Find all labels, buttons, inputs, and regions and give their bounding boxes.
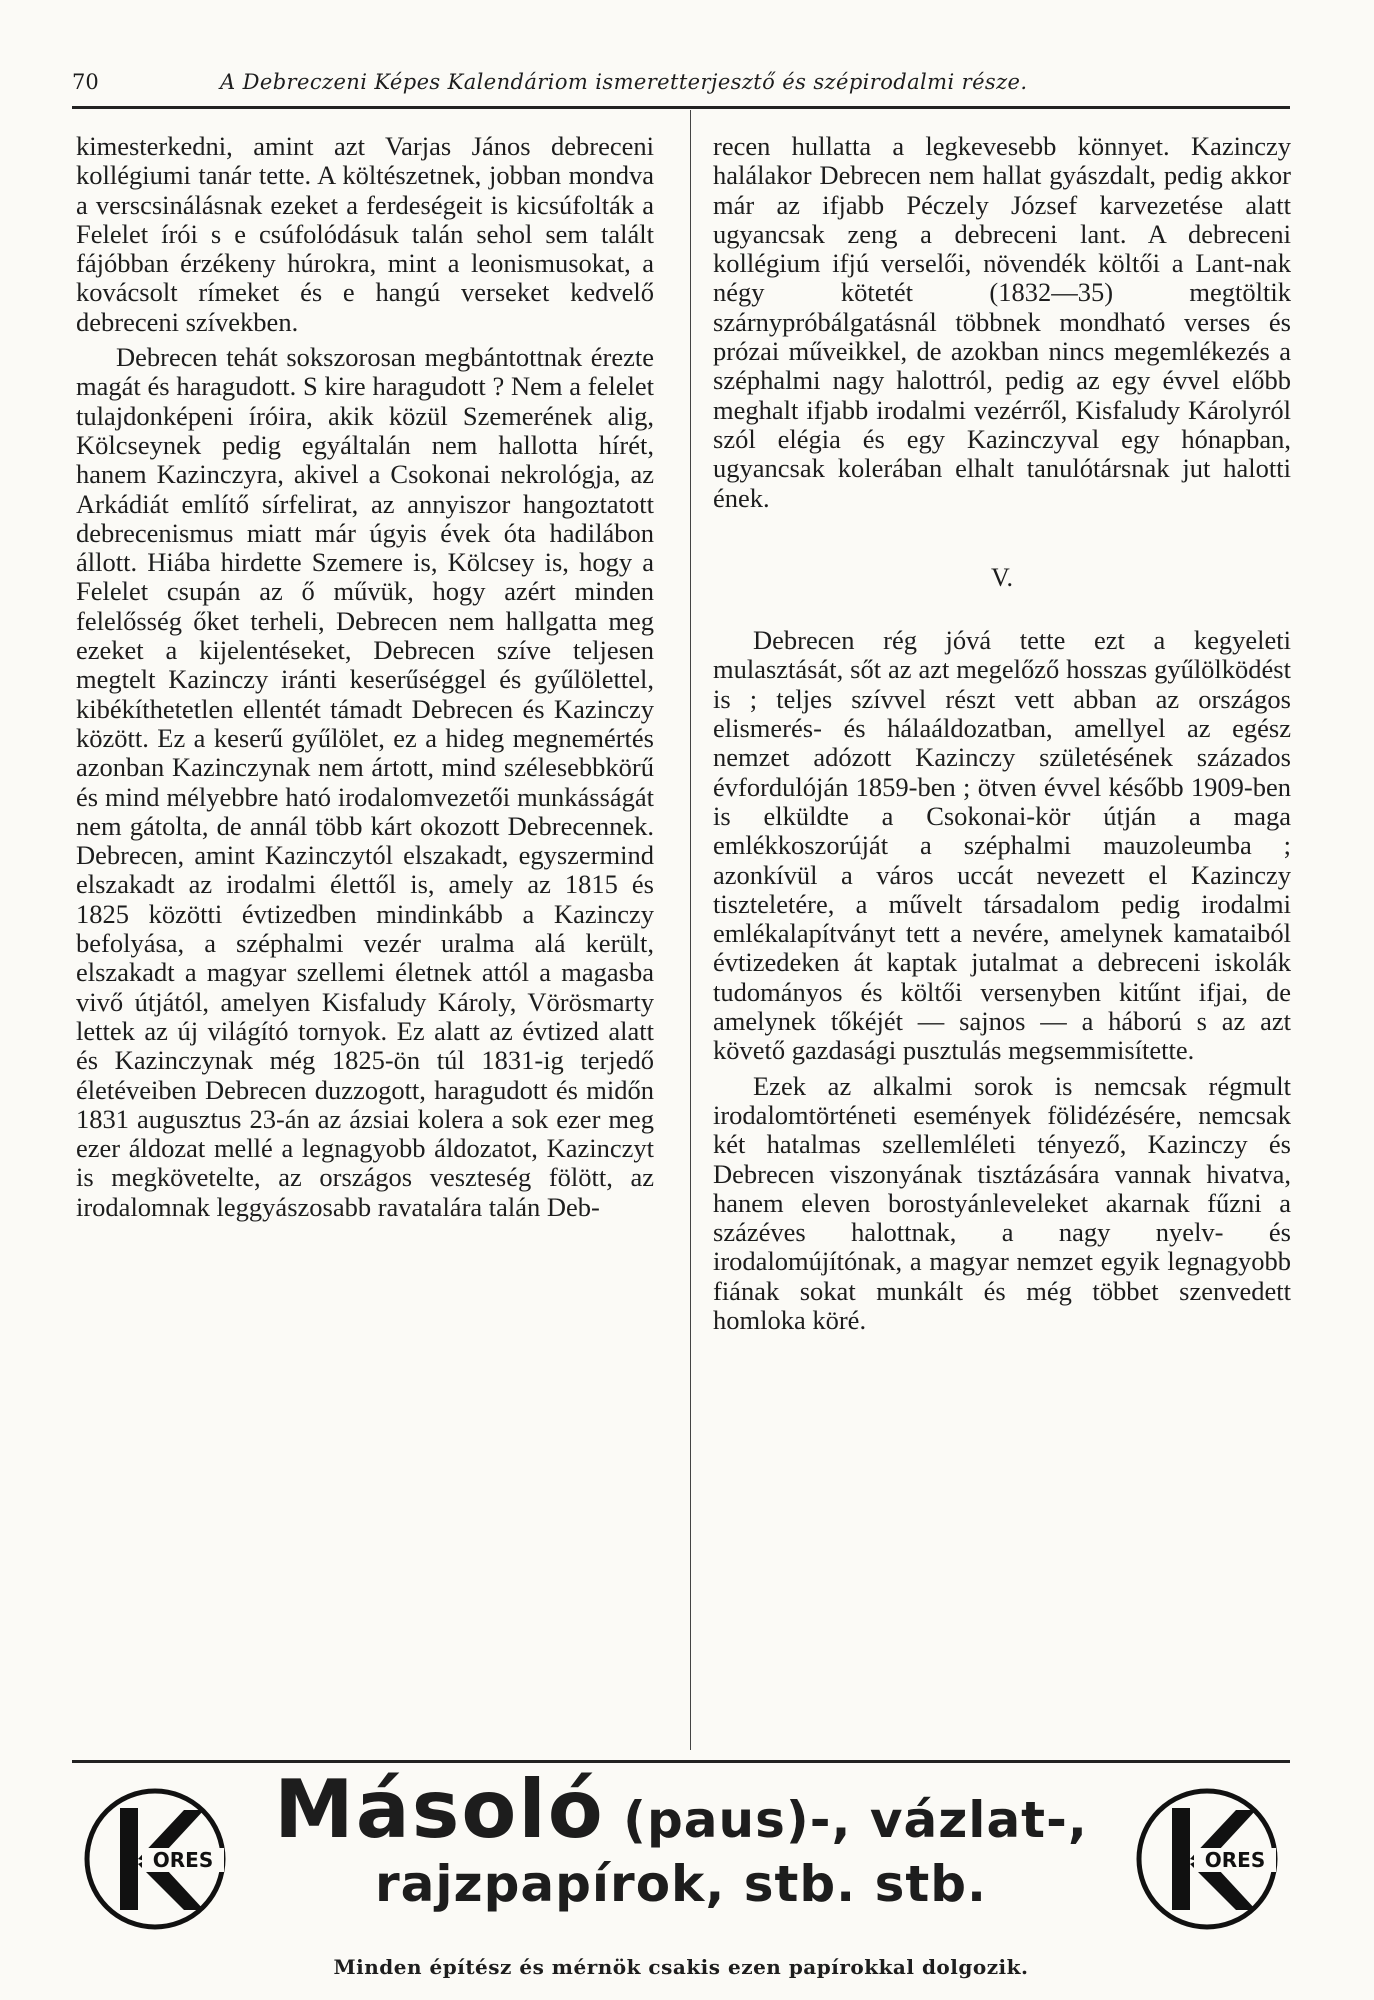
- advertisement-headline: [262, 1763, 1100, 1916]
- kores-logo-left: [80, 1784, 230, 1934]
- headline-line-2: rajzpapírok, stb. stb.: [374, 1855, 988, 1913]
- kores-logo-icon: [1132, 1784, 1282, 1934]
- left-column: [76, 132, 654, 1222]
- kores-logo-right: [1132, 1784, 1282, 1934]
- advertisement-footer: Minden építész és mérnök csakis ezen papírokkal dolgozik.: [333, 1955, 1029, 1979]
- advertisement: [72, 1763, 1290, 2000]
- headline-rest: (paus)-, vázlat-,: [604, 1791, 1088, 1849]
- headline-main-word: Másoló: [274, 1763, 605, 1856]
- right-paragraph-3: Ezek az alkalmi sorok is nemcsak régmult irodalomtörténeti események fölidézésére, nemcsak két hatalmas szellemléleti tényező, Kazinczy és Debrecen viszonyának tisztázására vannak hivatva, hanem eleven borostyánleveleket akarnak fűzni a százéves halottnak, a nagy nyelv- és irodalomújítónak, a magyar nemzet egyik legnagyobb fiának sokat munkált és még többet szenvedett homloka köré.: [713, 1070, 1291, 1335]
- running-title: A Debreczeni Képes Kalendáriom ismeretterjesztő és szépirodalmi része.: [220, 70, 1028, 94]
- left-paragraph-1: kimesterkedni, amint azt Varjas János debreceni kollégiumi tanár tette. A költészetnek, jobban mondva a verscsinálásnak ezeket a ferdeségeit is kicsúfolták a Felelet írói s e csúfolódásuk talán sehol sem talált fájóbban érzékeny húrokra, mint a leonismusokat, a kovácsolt rímeket és e hangú verseket kedvelő debreceni szívekben.: [76, 131, 654, 337]
- right-paragraph-2: Debrecen rég jóvá tette ezt a kegyeleti mulasztását, sőt az azt megelőző hosszas gyűlölködést is ; teljes szívvel részt vett abban az országos elismerés- és hálaáldozatban, amellyel az egész nemzet adózott Kazinczy születésének százados évfordulóján 1859-ben ; ötven évvel később 1909-ben is elküldte a Csokonai-kör útján a maga emlékkoszorúját a széphalmi mauzoleumba ; azonkívül a város uccát nevezett el Kazinczy tiszteletére, a művelt társadalom pedig irodalmi emlékalapítványt tett a nevére, amelynek kamataiból évtizedeken át kaptak jutalmat a debreceni iskolák tudományos és költői versenyben kitűnt ifjai, de amelynek tőkéjét — sajnos — a háború s az azt követő gazdasági pusztulás megsemmisítette.: [713, 625, 1291, 1066]
- column-divider: [690, 110, 691, 1750]
- right-column: [713, 132, 1291, 1335]
- left-paragraph-2: Debrecen tehát sokszorosan megbántottnak érezte magát és haragudott. S kire haragudott ? Nem a felelet tulajdonképeni íróira, akik közül Szemerének alig, Kölcseynek pedig egyáltalán nem hallotta hírét, hanem Kazinczyra, akivel a Csokonai nekrológja, az Arkádiát említő sírfelirat, az annyiszor hangoztatott debrecenismus miatt már úgyis évek óta hadilábon állott. Hiába hirdette Szemere is, Kölcsey is, hogy a Felelet csupán az ő művük, hogy azért minden felelősség őket terheli, Debrecen nem hallgatta meg ezeket a kijelentéseket, Debrecen szíve teljesen megtelt Kazinczy iránti keserűséggel és gyűlölettel, kibékíthetetlen ellentét támadt Debrecen és Kazinczy között. Ez a keserű gyűlölet, ez a hideg megnemértés azonban Kazinczynak nem ártott, mind szélesebbkörű és mind mélyebbre ható irodalomvezetői munkásságát nem gátolta, de annál több kárt okozott Debrecennek. Debrecen, amint Kazinczytól elszakadt, egyszermind elszakadt az irodalmi élettől is, amely az 1815 és 1825 közötti évtizedben mindinkább a Kazinczy befolyása, a széphalmi vezér uralma alá került, elszakadt a magyar szellemi életnek attól a magasba vivő útjától, amelyen Kisfaludy Károly, Vörösmarty lettek az új világító tornyok. Ez alatt az évtized alatt és Kazinczynak még 1825-ön túl 1831-ig terjedő életéveiben Debrecen duzzogott, haragudott és midőn 1831 augusztus 23-án az ázsiai kolera a sok ezer meg ezer áldozat mellé a legnagyobb áldozatot, Kazinczyt is megkövetelte, az országos veszteség fölött, az irodalomnak leggyászosabb ravatalára talán Deb-: [76, 342, 654, 1222]
- logo-text: ORES: [152, 1848, 214, 1872]
- section-heading: V.: [991, 562, 1013, 592]
- kores-logo-icon: [80, 1784, 230, 1934]
- logo-text: ORES: [1204, 1848, 1266, 1872]
- right-paragraph-1: recen hullatta a legkevesebb könnyet. Kazinczy halálakor Debrecen nem hallat gyászdalt, pedig akkor már az ifjabb Péczely József karvezetése alatt ugyancsak zeng a debreceni lant. A debreceni kollégium ifjú verselői, növendék költői a Lant-nak négy kötetét (1832—35) megtöltik szárnypróbálgatásnál többnek mondható verses és prózai műveikkel, de azokban nincs megemlékezés a széphalmi nagy halottról, pedig az egy évvel előbb meghalt ifjabb irodalmi vezérről, Kisfaludy Károlyról szól elégia és egy Kazinczyval egy hónapban, ugyancsak kolerában elhalt tanulótársnak jut halotti ének.: [713, 131, 1291, 513]
- advertisement-rule: [72, 1760, 1290, 1763]
- page-number: 70: [72, 70, 99, 94]
- page-header: [72, 66, 1290, 109]
